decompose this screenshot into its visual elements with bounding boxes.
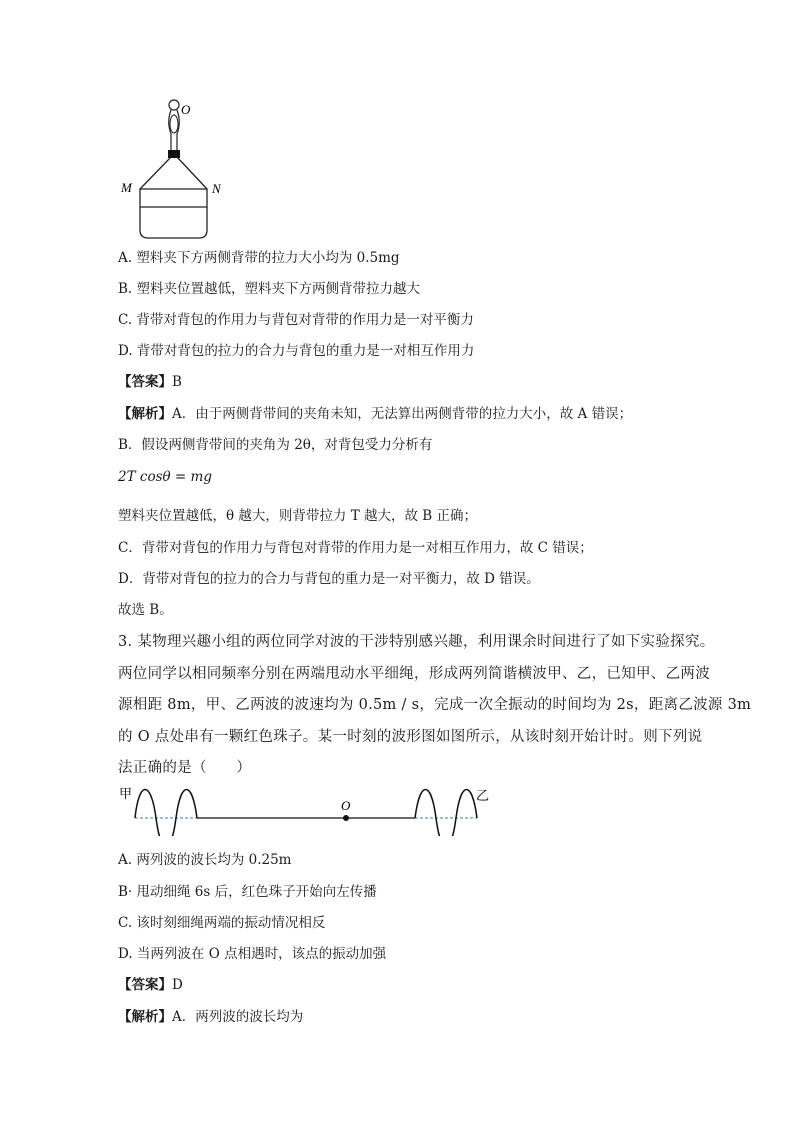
q3-option-c: C. 该时刻细绳两端的振动情况相反 <box>118 915 326 931</box>
q2-option-a: A. 塑料夹下方两侧背带的拉力大小均为 0.5mg <box>118 250 400 266</box>
label-n: N <box>212 181 221 196</box>
wave-yi <box>415 790 477 837</box>
label-m: M <box>121 180 132 195</box>
backpack-body <box>140 189 207 238</box>
answer-tag: 【答案】 <box>118 977 172 993</box>
label-o-wave: O <box>341 798 351 813</box>
q2-equation: 2T cosθ = mg <box>118 469 212 485</box>
q2-option-d: D. 背带对背包的拉力的合力与背包的重力是一对相互作用力 <box>118 343 475 359</box>
backpack-figure <box>115 92 235 242</box>
label-yi: 乙 <box>476 788 490 803</box>
q2-answer <box>118 372 182 392</box>
q2-option-c: C. 背带对背包的作用力与背包对背带的作用力是一对平衡力 <box>118 312 474 328</box>
analysis-line: A．两列波的波长均为 <box>172 1009 304 1025</box>
clip-knot <box>168 150 180 158</box>
q2-analysis-b: B．假设两侧背带间的夹角为 2θ，对背包受力分析有 <box>118 437 433 453</box>
q2-option-b: B. 塑料夹位置越低，塑料夹下方两侧背带拉力越大 <box>118 281 421 297</box>
clip-loop <box>170 115 178 133</box>
q3-stem-line-1: 3. 某物理兴趣小组的两位同学对波的干涉特别感兴趣，利用课余时间进行了如下实验探究。 <box>118 634 715 650</box>
hook-ring <box>169 100 179 110</box>
analysis-tag: 【解析】 <box>118 1009 172 1025</box>
q2-analysis-c: C．背带对背包的作用力与背包对背带的作用力是一对相互作用力，故 C 错误； <box>118 540 593 556</box>
q2-analysis-d: D．背带对背包的拉力的合力与背包的重力是一对平衡力，故 D 错误。 <box>118 571 540 587</box>
strap-right <box>177 157 207 189</box>
analysis-line: A．由于两侧背带间的夹角未知，无法算出两侧背带的拉力大小，故 A 错误； <box>172 406 633 422</box>
q3-stem-line-5: 法正确的是（ ） <box>118 760 252 776</box>
q3-option-d: D. 当两列波在 O 点相遇时，该点的振动加强 <box>118 946 387 962</box>
analysis-tag: 【解析】 <box>118 406 172 422</box>
answer-tag: 【答案】 <box>118 374 172 390</box>
plastic-clip <box>169 110 180 150</box>
q2-conclusion: 故选 B。 <box>118 602 173 618</box>
q3-stem-line-2: 两位同学以相同频率分别在两端甩动水平细绳，形成两列简谐横波甲、乙，已知甲、乙两波 <box>118 666 710 682</box>
q3-analysis <box>118 1007 303 1027</box>
q3-option-b: B· 甩动细绳 6s 后，红色珠子开始向左传播 <box>118 884 377 900</box>
strap-left <box>140 157 171 189</box>
answer-value: B <box>172 374 182 390</box>
q2-analysis-a <box>118 404 632 424</box>
wave-figure <box>115 784 495 836</box>
answer-value: D <box>172 977 183 993</box>
wave-jia <box>135 790 197 837</box>
label-o-figure1: O <box>181 102 191 117</box>
q3-option-a: A. 两列波的波长均为 0.25m <box>118 852 292 868</box>
red-bead-point <box>343 815 349 821</box>
q3-stem-line-3: 源相距 8m，甲、乙两波的波速均为 0.5m / s，完成一次全振动的时间均为 2s，距离乙波源 3m <box>118 697 752 713</box>
q2-analysis-b2: 塑料夹位置越低，θ 越大，则背带拉力 T 越大，故 B 正确； <box>118 508 478 524</box>
q3-stem-line-4: 的 O 点处串有一颗红色珠子。某一时刻的波形图如图所示，从该时刻开始计时。则下列说 <box>118 729 703 745</box>
label-jia: 甲 <box>119 786 133 801</box>
q3-answer <box>118 975 183 995</box>
